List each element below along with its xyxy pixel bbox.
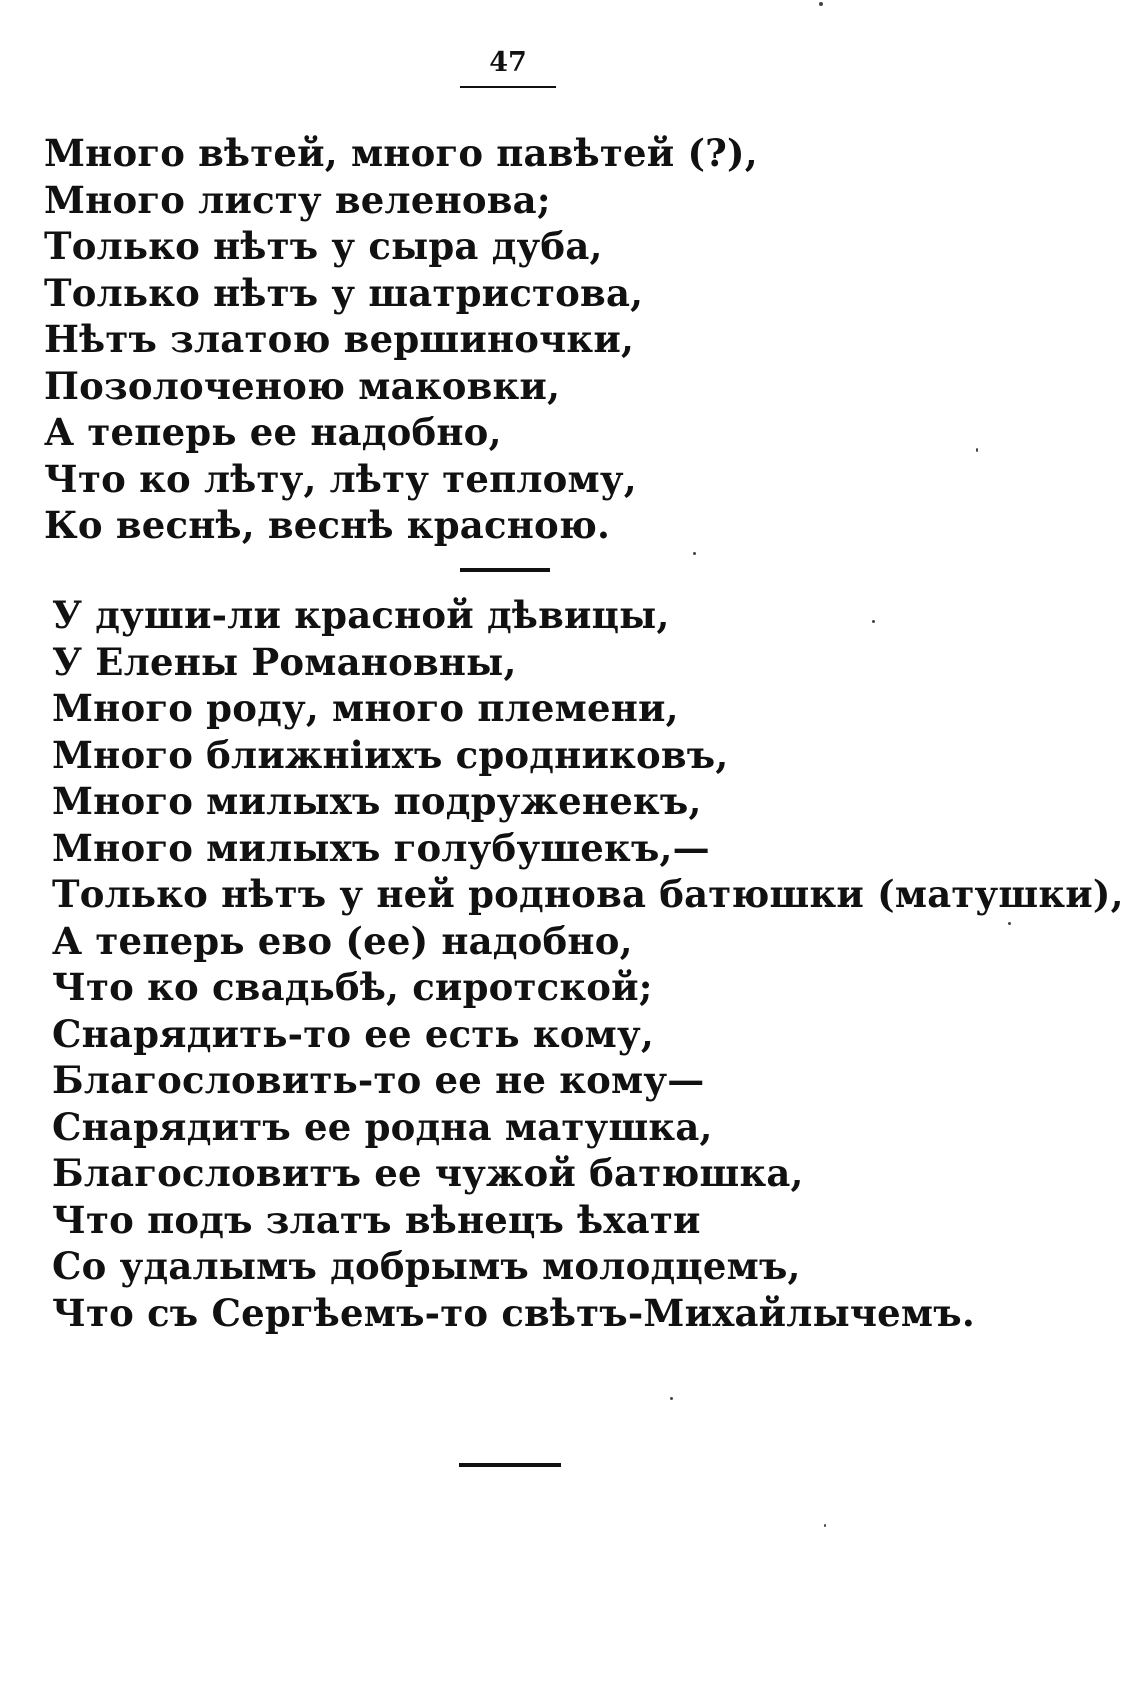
verse-line: Много роду, много племени, bbox=[52, 686, 679, 730]
verse-line: Благословить-то ее не кому— bbox=[52, 1058, 705, 1102]
verse-line: Только нѣтъ у шатристова, bbox=[44, 270, 644, 315]
page-number-underline bbox=[460, 86, 556, 88]
verse-line: Что подъ златъ вѣнецъ ѣхати bbox=[52, 1197, 701, 1242]
paper-speck bbox=[819, 2, 823, 6]
verse-line: А теперь ее надобно, bbox=[44, 410, 502, 454]
paper-speck bbox=[1008, 922, 1011, 925]
page-number: 47 bbox=[489, 47, 527, 78]
verse-line: Много милыхъ голубушекъ,— bbox=[52, 825, 710, 870]
stanza-divider bbox=[460, 568, 550, 572]
paper-speck bbox=[693, 552, 696, 555]
paper-speck bbox=[670, 1397, 673, 1400]
verse-line: Со удалымъ добрымъ молодцемъ, bbox=[52, 1244, 801, 1288]
verse-line: А теперь ево (ее) надобно, bbox=[52, 918, 633, 963]
verse-line: Ко веснѣ, веснѣ красною. bbox=[44, 503, 611, 547]
verse-line: Много ближніихъ сродниковъ, bbox=[52, 732, 729, 777]
verse-line: Снарядить-то ее есть кому, bbox=[52, 1011, 654, 1056]
verse-line: У Елены Романовны, bbox=[52, 639, 517, 684]
stanza-1 bbox=[44, 130, 758, 549]
verse-line: Много вѣтей, много павѣтей (?), bbox=[44, 131, 758, 175]
paper-speck bbox=[824, 1524, 826, 1527]
verse-line: Только нѣтъ у сыра дуба, bbox=[44, 224, 603, 268]
stanza-2 bbox=[52, 592, 1124, 1336]
paper-speck bbox=[872, 620, 875, 623]
verse-line: Что ко лѣту, лѣту теплому, bbox=[44, 456, 637, 501]
verse-line: Позолоченою маковки, bbox=[44, 363, 561, 408]
verse-line: У души-ли красной дѣвицы, bbox=[52, 593, 670, 637]
verse-line: Нѣтъ златою вершиночки, bbox=[44, 317, 635, 361]
verse-line: Благословитъ ее чужой батюшка, bbox=[52, 1151, 804, 1195]
verse-line: Много листу веленова; bbox=[44, 177, 551, 222]
end-divider bbox=[459, 1463, 561, 1467]
verse-line: Много милыхъ подруженекъ, bbox=[52, 779, 702, 823]
verse-line: Снарядитъ ее родна матушка, bbox=[52, 1104, 713, 1149]
verse-line: Что съ Сергѣемъ-то свѣтъ-Михайлычемъ. bbox=[52, 1290, 975, 1335]
paper-speck bbox=[976, 448, 978, 452]
verse-line: Что ко свадьбѣ, сиротской; bbox=[52, 965, 653, 1009]
verse-line: Только нѣтъ у ней роднова батюшки (матушки), bbox=[52, 872, 1124, 916]
